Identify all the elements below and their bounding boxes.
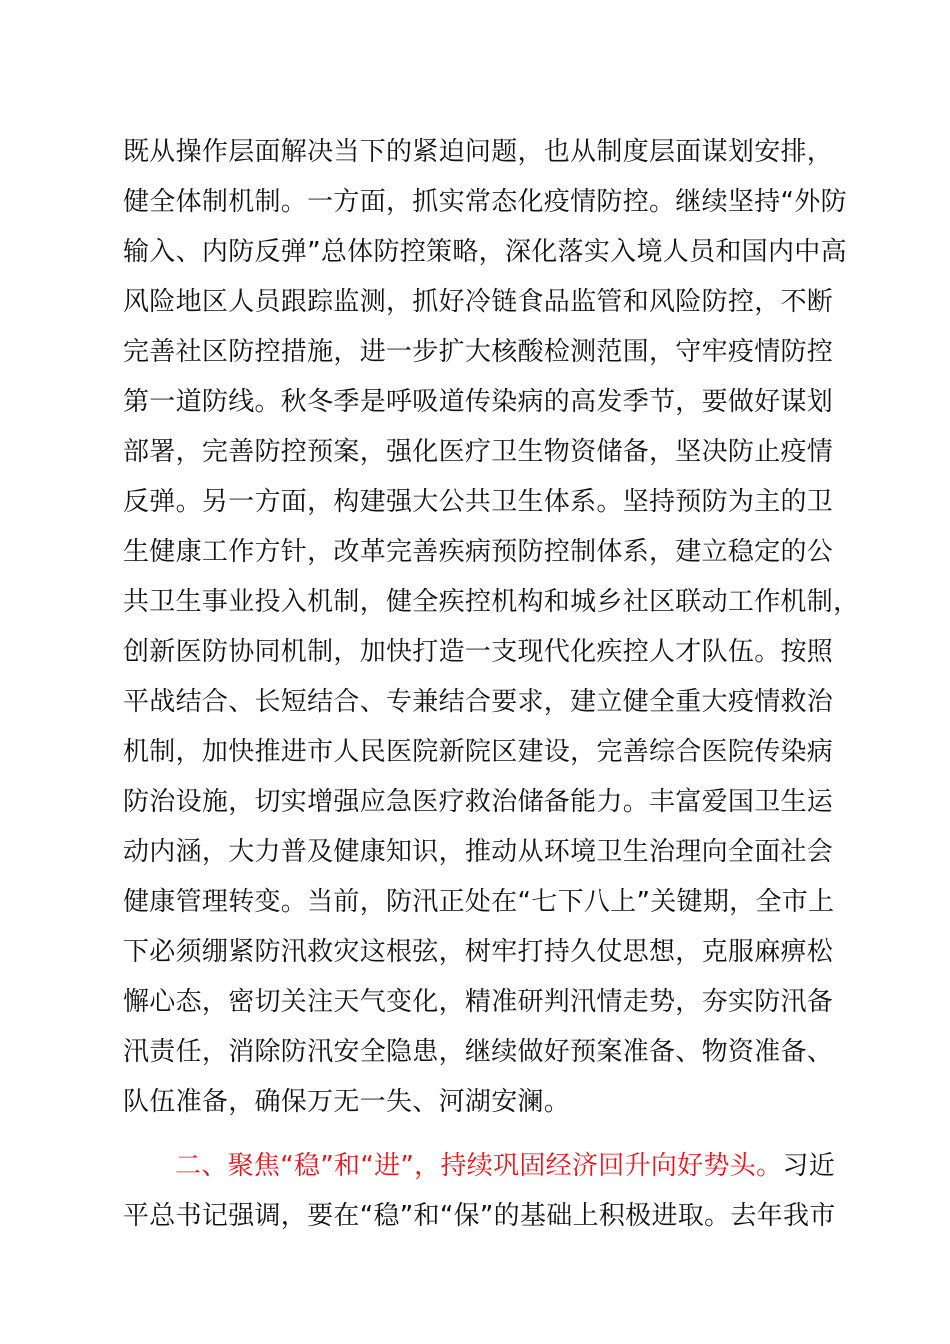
paragraph-line: 动内涵，大力普及健康知识，推动从环境卫生治理向全面社会	[123, 837, 834, 867]
paragraph-line: 部署，完善防控预案，强化医疗卫生物资储备，坚决防止疫情	[123, 437, 834, 467]
paragraph-line: 完善社区防控措施，进一步扩大核酸检测范围，守牢疫情防控	[123, 337, 834, 367]
paragraph-line: 第一道防线。秋冬季是呼吸道传染病的高发季节，要做好谋划	[123, 387, 834, 417]
paragraph-line: 反弹。另一方面，构建强大公共卫生体系。坚持预防为主的卫	[123, 487, 834, 517]
paragraph-line: 生健康工作方针，改革完善疾病预防控制体系，建立稳定的公	[123, 537, 834, 567]
paragraph-line: 下必须绷紧防汛救灾这根弦，树牢打持久仗思想，克服麻痹松	[123, 937, 834, 967]
paragraph-line: 健全体制机制。一方面，抓实常态化疫情防控。继续坚持“外防	[123, 187, 847, 217]
paragraph-line: 创新医防协同机制，加快打造一支现代化疾控人才队伍。按照	[123, 637, 834, 667]
section-heading-tail: 习近	[782, 1151, 835, 1181]
paragraph-line: 健康管理转变。当前，防汛正处在“七下八上”关键期，全市上	[123, 887, 835, 917]
paragraph-line: 既从操作层面解决当下的紧迫问题，也从制度层面谋划安排，	[123, 137, 834, 167]
paragraph-line: 输入、内防反弹”总体防控策略，深化落实入境人员和国内中高	[123, 237, 847, 267]
paragraph-line: 风险地区人员跟踪监测，抓好冷链食品监管和风险防控，不断	[123, 287, 834, 317]
section-heading: 二、聚焦“稳”和“进”，持续巩固经济回升向好势头。	[175, 1151, 783, 1181]
paragraph-line: 平战结合、长短结合、专兼结合要求，建立健全重大疫情救治	[123, 687, 834, 717]
paragraph-line: 队伍准备，确保万无一失、河湖安澜。	[123, 1087, 571, 1117]
section-two-first-line	[123, 1141, 843, 1191]
paragraph-line: 防治设施，切实增强应急医疗救治储备能力。丰富爱国卫生运	[123, 787, 834, 817]
paragraph-line: 平总书记强调，要在“稳”和“保”的基础上积极进取。去年我市	[123, 1201, 836, 1231]
document-body	[123, 127, 860, 1241]
paragraph-line: 机制，加快推进市人民医院新院区建设，完善综合医院传染病	[123, 737, 834, 767]
paragraph-line: 共卫生事业投入机制，健全疾控机构和城乡社区联动工作机制，	[123, 587, 860, 617]
paragraph-line: 懈心态，密切关注天气变化，精准研判汛情走势，夯实防汛备	[123, 987, 834, 1017]
paragraph-line: 汛责任，消除防汛安全隐患，继续做好预案准备、物资准备、	[123, 1037, 834, 1067]
